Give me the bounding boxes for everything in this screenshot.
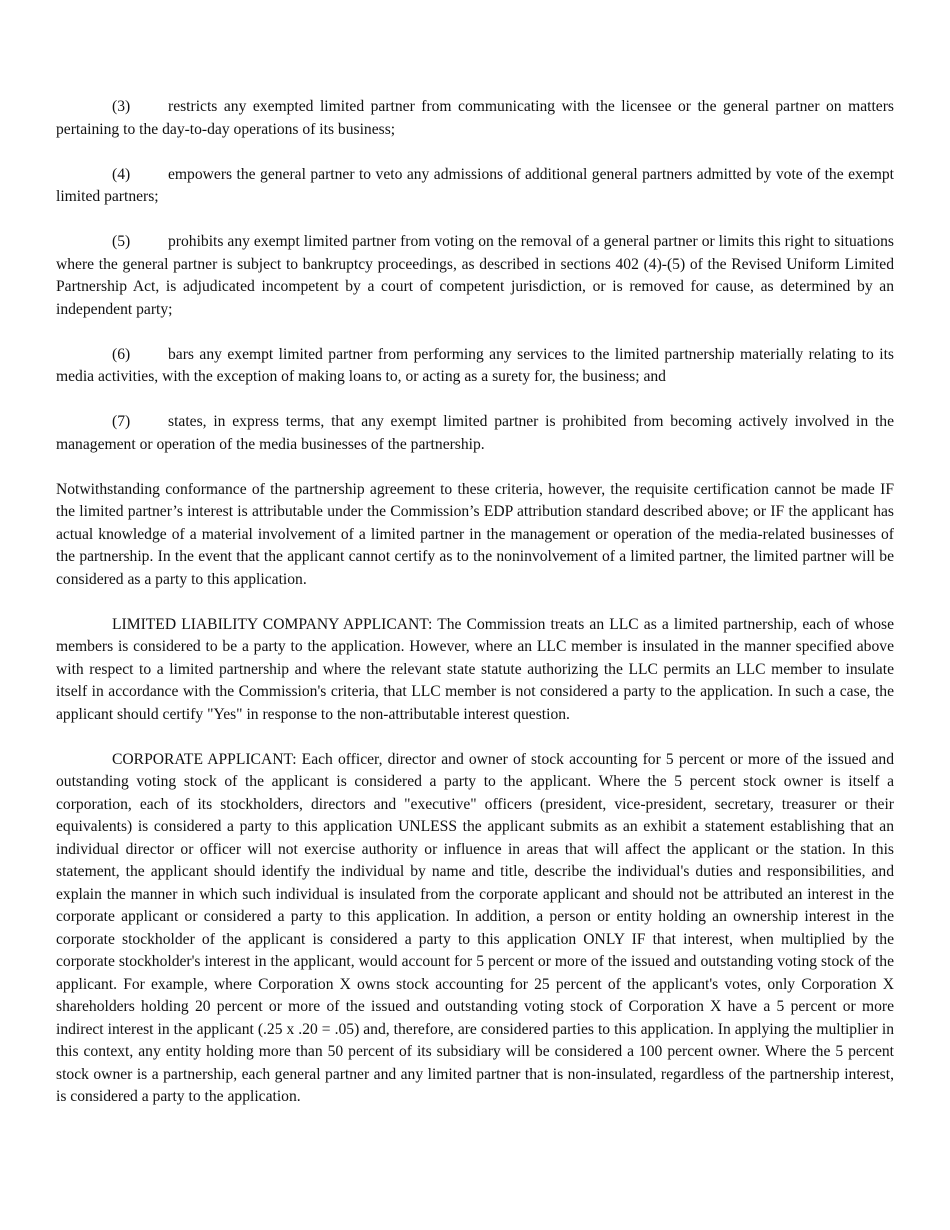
list-item-3: [56, 96, 894, 141]
notwithstanding-paragraph: Notwithstanding conformance of the partnership agreement to these criteria, however, the requisite certification cannot be made IF the limited partner’s interest is attributable under the Commission’s EDP attribution standard described above; or IF the applicant has actual knowledge of a material involvement of a limited partner in the management or operation of the media-related businesses of the partnership. In the event that the applicant cannot certify as to the noninvolvement of a limited partner, the limited partner will be considered as a party to this application.: [56, 480, 894, 588]
list-item-5: [56, 231, 894, 321]
list-item-text: empowers the general partner to veto any admissions of additional general partners admitted by vote of the exempt limited partners;: [56, 165, 894, 205]
list-item-text: restricts any exempted limited partner from communicating with the licensee or the general partner on matters pertaining to the day-to-day operations of its business;: [56, 98, 894, 138]
list-item-number: (7): [112, 413, 131, 430]
list-item-text: bars any exempt limited partner from performing any services to the limited partnership materially relating to its media activities, with the exception of making loans to, or acting as a surety for, the business; and: [56, 345, 894, 385]
list-item-text: states, in express terms, that any exempt limited partner is prohibited from becoming actively involved in the management or operation of the media businesses of the partnership.: [56, 413, 894, 453]
document-page: [56, 96, 894, 1131]
corporate-applicant-paragraph: CORPORATE APPLICANT: Each officer, director and owner of stock accounting for 5 percent or more of the issued and outstanding voting stock of the applicant is considered a party to the applicant. Where the 5 percent stock owner is itself a corporation, each of its stockholders, directors and "executive" officers (president, vice-president, secretary, treasurer or their equivalents) is considered a party to this application UNLESS the applicant submits as an exhibit a statement establishing that an individual director or officer will not exercise authority or influence in areas that will affect the applicant or the station. In this statement, the applicant should identify the individual by name and title, describe the individual's duties and responsibilities, and explain the manner in which such individual is insulated from the corporate applicant and should not be attributed an interest in the corporate applicant or considered a party to this application. In addition, a person or entity holding an ownership interest in the corporate stockholder of the applicant is considered a party to this application ONLY IF that interest, when multiplied by the corporate stockholder's interest in the applicant, would account for 5 percent or more of the issued and outstanding voting stock of the applicant. For example, where Corporation X owns stock accounting for 25 percent of the applicant's votes, only Corporation X shareholders holding 20 percent or more of the issued and outstanding voting stock of Corporation X have a 5 percent or more indirect interest in the applicant (.25 x .20 = .05) and, therefore, are considered parties to this application. In applying the multiplier in this context, any entity holding more than 50 percent of its subsidiary will be considered a 100 percent owner. Where the 5 percent stock owner is a partnership, each general partner and any limited partner that is non-insulated, regardless of the partnership interest, is considered a party to the application.: [56, 750, 894, 1105]
list-item-number: (3): [112, 98, 131, 115]
list-item-text: prohibits any exempt limited partner from voting on the removal of a general partner or limits this right to situations where the general partner is subject to bankruptcy proceedings, as described in sections 402 (4)-(5) of the Revised Uniform Limited Partnership Act, is adjudicated incompetent by a court of competent jurisdiction, or is removed for cause, as determined by an independent party;: [56, 233, 894, 318]
list-item-4: [56, 164, 894, 209]
list-item-6: [56, 344, 894, 389]
list-item-7: [56, 411, 894, 456]
list-item-number: (5): [112, 233, 131, 250]
list-item-number: (6): [112, 345, 131, 363]
llc-applicant-paragraph: LIMITED LIABILITY COMPANY APPLICANT: The Commission treats an LLC as a limited partnership, each of whose members is considered to be a party to the application. However, where an LLC member is insulated in the manner specified above with respect to a limited partnership and where the relevant state statute authorizing the LLC permits an LLC member to insulate itself in accordance with the Commission's criteria, that LLC member is not considered a party to the application. In such a case, the applicant should certify "Yes" in response to the non-attributable interest question.: [56, 615, 894, 723]
list-item-number: (4): [112, 165, 131, 183]
